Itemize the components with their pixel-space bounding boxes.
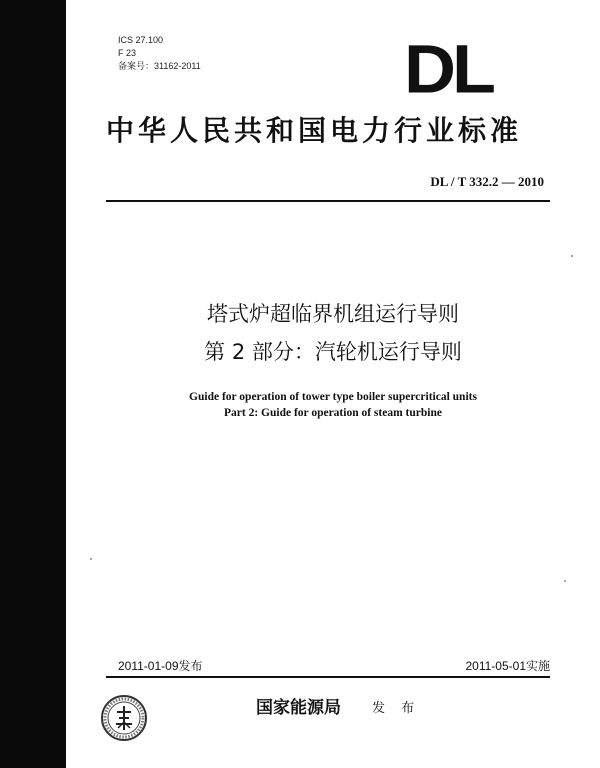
standard-title: 中华人民共和国电力行业标准 bbox=[106, 114, 523, 147]
scan-speck bbox=[564, 580, 566, 582]
standard-code: DL / T 332.2 — 2010 bbox=[430, 174, 544, 189]
english-title-line2: Part 2: Guide for operation of steam turbine bbox=[224, 407, 442, 419]
bottom-divider bbox=[106, 676, 550, 678]
top-divider bbox=[106, 200, 550, 202]
document-title-line2: 第 2 部分：汽轮机运行导则 bbox=[204, 340, 462, 364]
filing-number: 备案号：31162-2011 bbox=[118, 61, 201, 71]
effective-date: 2011-05-01实施 bbox=[465, 659, 550, 673]
scan-speck bbox=[571, 255, 573, 257]
english-title-line1: Guide for operation of tower type boiler supercritical units bbox=[189, 391, 477, 403]
document-title-line1: 塔式炉超临界机组运行导则 bbox=[207, 302, 459, 326]
issuer-name: 国家能源局 bbox=[256, 698, 341, 718]
issuer-verb: 发 布 bbox=[372, 701, 421, 716]
scan-speck bbox=[90, 558, 92, 560]
dl-logo: DL bbox=[404, 31, 492, 108]
publish-date: 2011-01-09发布 bbox=[118, 659, 203, 673]
classification-code: F 23 bbox=[118, 48, 137, 58]
document-cover bbox=[66, 0, 600, 768]
ics-code: ICS 27.100 bbox=[118, 35, 164, 45]
publisher-seal-icon bbox=[100, 694, 148, 742]
scan-edge-bar bbox=[0, 0, 66, 768]
header-meta bbox=[118, 34, 201, 73]
